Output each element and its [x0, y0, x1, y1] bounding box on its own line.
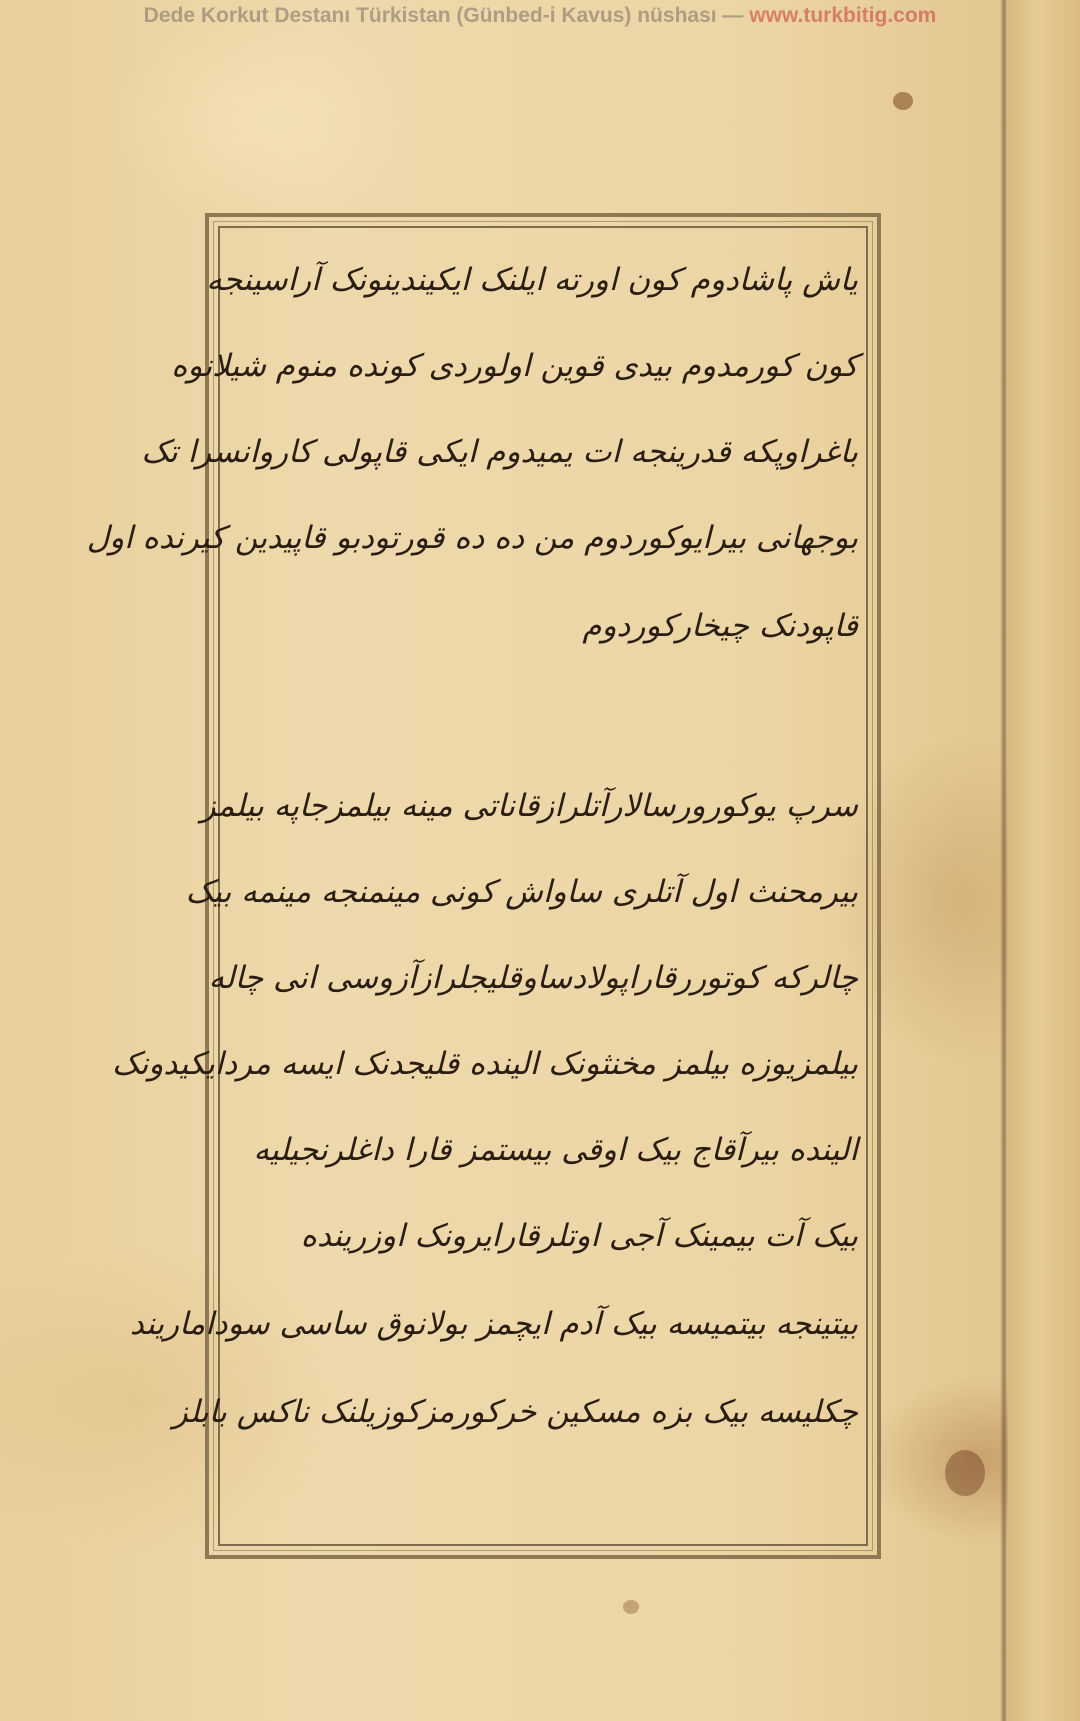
text-line: چکلیسه بیک بزه مسکین خرکورمزکوزیلنک ناکس بابلز: [172, 1394, 858, 1430]
text-line: کون کورمدوم بیدی قوین اولوردی کونده منوم شیلانوه: [171, 348, 858, 384]
text-line: یاش پاشادوم کون اورته ایلنک ایکیندینونک آراسینجه: [206, 262, 858, 298]
text-line: چالرکه کوتوررقاراپولادساوقلیجلرازآزوسی انی چاله: [208, 960, 858, 996]
text-line: باغراوپکه قدرینجه ات یمیدوم ایکی قاپولی کاروانسرا تک: [141, 434, 858, 470]
text-line: بیک آت بیمینک آجی اوتلرقارایرونک اوزرینده: [300, 1218, 858, 1254]
ink-stain: [623, 1600, 639, 1614]
text-line: الینده بیرآقاج بیک اوقی بیستمز قارا داغلرنجیلیه: [253, 1132, 858, 1168]
ink-stain: [893, 92, 913, 110]
text-line: بیلمزیوزه بیلمز مخنثونک الینده قلیجدنک ایسه مردایکیدونک: [112, 1046, 858, 1082]
text-line: بیرمحنث اول آتلری ساواش کونی مینمنجه مینمه بیک: [185, 874, 858, 910]
text-line: سرپ یوکورورسالارآتلرازقاناتی مینه بیلمزجاپه بیلمز: [200, 788, 858, 824]
book-gutter: [1000, 0, 1008, 1721]
ink-stain: [945, 1450, 985, 1496]
text-line: قاپودنک چیخارکوردوم: [582, 608, 858, 644]
watermark-text: Dede Korkut Destanı Türkistan (Günbed-i Kavus) nüshası —: [143, 4, 750, 27]
manuscript-text: [86, 236, 858, 1536]
text-line: بیتینجه بیتمیسه بیک آدم ایچمز بولانوق ساسی سوداماریند: [129, 1306, 858, 1342]
watermark-url[interactable]: www.turkbitig.com: [749, 4, 937, 27]
text-line: بوجهانی بیرایوکوردوم من ده ده قورتودبو قاپیدین کیرنده اول: [86, 520, 858, 556]
facing-page-edge: [1008, 0, 1080, 1721]
watermark: [0, 4, 1080, 28]
